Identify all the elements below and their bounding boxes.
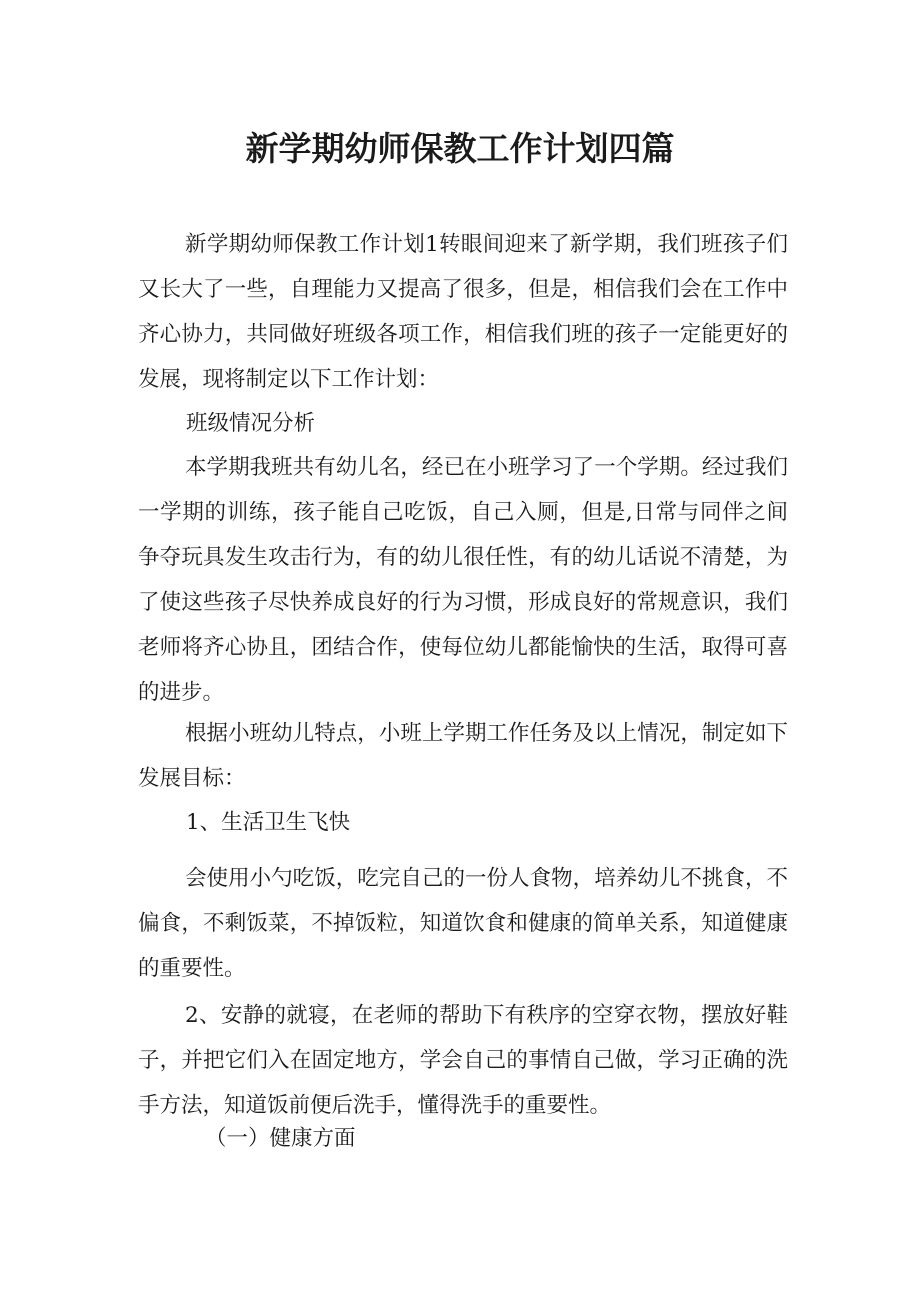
page-title: 新学期幼师保教工作计划四篇 [245,129,675,168]
section-heading-class-analysis: 班级情况分析 [186,411,316,436]
paragraph-class-analysis: 本学期我班共有幼儿名，经已在小班学习了一个学期。经过我们一学期的训练，孩子能自己吃饭，自己入厕，但是,日常与同伴之间争夺玩具发生攻击行为，有的幼儿很任性，有的幼儿话说不清楚，为了使这些孩子尽快养成良好的行为习惯，形成良好的常规意识，我们老师将齐心协且，团结合作，使每位幼儿都能愉快的生活，取得可喜的进步。 [138,455,788,705]
section-heading-life-hygiene: 1、生活卫生飞快 [186,810,351,835]
paragraph-goals-intro: 根据小班幼儿特点，小班上学期工作任务及以上情况，制定如下发展目标： [138,721,788,791]
paragraph-intro: 新学期幼师保教工作计划1转眼间迎来了新学期，我们班孩子们又长大了一些，自理能力又提高了很多，但是，相信我们会在工作中齐心协力，共同做好班级各项工作，相信我们班的孩子一定能更好的发展，现将制定以下工作计划： [138,232,788,392]
paragraph-eating: 会使用小勺吃饭，吃完自己的一份人食物，培养幼儿不挑食，不偏食，不剩饭菜，不掉饭粒，知道饮食和健康的简单关系，知道健康的重要性。 [138,866,788,981]
paragraph-sleeping: 2、安静的就寝，在老师的帮助下有秩序的空穿衣物，摆放好鞋子，并把它们入在固定地方，学会自己的事情自己做，学习正确的洗手方法，知道饭前便后洗手，懂得洗手的重要性。 [138,1003,788,1118]
section-heading-health: （一）健康方面 [205,1126,356,1151]
